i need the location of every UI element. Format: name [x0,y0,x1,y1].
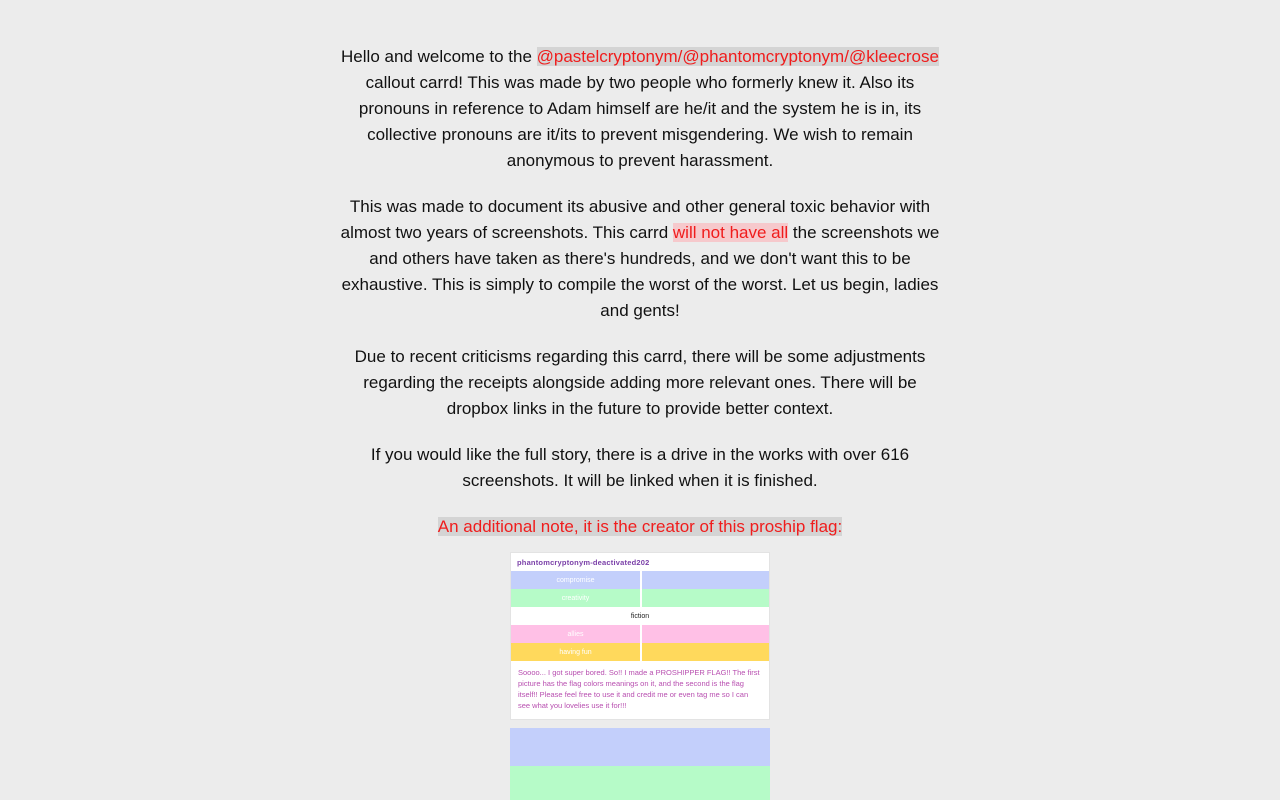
note-highlight: An additional note, it is the creator of this proship flag: [437,517,843,536]
flag-swatch-yellow [640,643,769,661]
paragraph-purpose [340,194,940,324]
flag-label-having-fun: having fun [511,643,640,661]
paragraph-drive: If you would like the full story, there is a drive in the works with over 616 screenshots. It will be linked when it is finished. [370,445,910,490]
flag-row-compromise [511,571,769,589]
paragraph-note [340,514,940,540]
flag-row-having-fun [511,643,769,661]
big-flag-band-green [510,766,770,800]
flag-label-compromise: compromise [511,571,640,589]
big-flag-band-blue [510,728,770,766]
document-content [340,0,940,800]
tumblr-post-card [510,552,770,720]
handles-highlight: @pastelcryptonym/@phantomcryptonym/@kleecrose [536,47,939,66]
blog-name-label: phantomcryptonym-deactivated202 [517,558,650,567]
flag-label-fiction: fiction [511,607,769,625]
paragraph-purpose-after: the screenshots we and others have taken as there's hundreds, and we don't want this to be exhaustive. This is simply to compile the worst of the worst. Let us begin, ladies and gents! [341,223,940,320]
flag-row-creativity [511,589,769,607]
paragraph-intro-after: callout carrd! This was made by two people who formerly knew it. Also its pronouns in reference to Adam himself are he/it and the system he is in, its collective pronouns are it/its to prevent misgendering. We wish to remain anonymous to prevent harassment. [358,73,922,170]
flag-row-allies [511,625,769,643]
flag-label-creativity: creativity [511,589,640,607]
flag-swatch-pink [640,625,769,643]
flag-swatch-green [640,589,769,607]
flag-swatch-blue [640,571,769,589]
embedded-screenshot [510,552,770,800]
post-caption: Soooo... I got super bored. So!! I made a PROSHIPPER FLAG!! The first picture has the flag colors meanings on it, and the second is the flag itself!! Please feel free to use it and credit me or even tag me so I can see what you lovelies use it for!!! [518,668,760,710]
paragraph-intro-before: Hello and welcome to the [341,47,537,66]
big-flag-image [510,728,770,800]
will-not-have-all-highlight: will not have all [672,223,789,242]
paragraph-purpose-before: This was made to document its abusive and other general toxic behavior with almost two years of screenshots. This carrd [340,197,931,242]
flag-row-fiction [511,607,769,625]
flag-label-allies: allies [511,625,640,643]
paragraph-intro [340,44,940,174]
paragraph-criticisms: Due to recent criticisms regarding this carrd, there will be some adjustments regarding the receipts alongside adding more relevant ones. There will be dropbox links in the future to provide better context. [354,347,926,418]
